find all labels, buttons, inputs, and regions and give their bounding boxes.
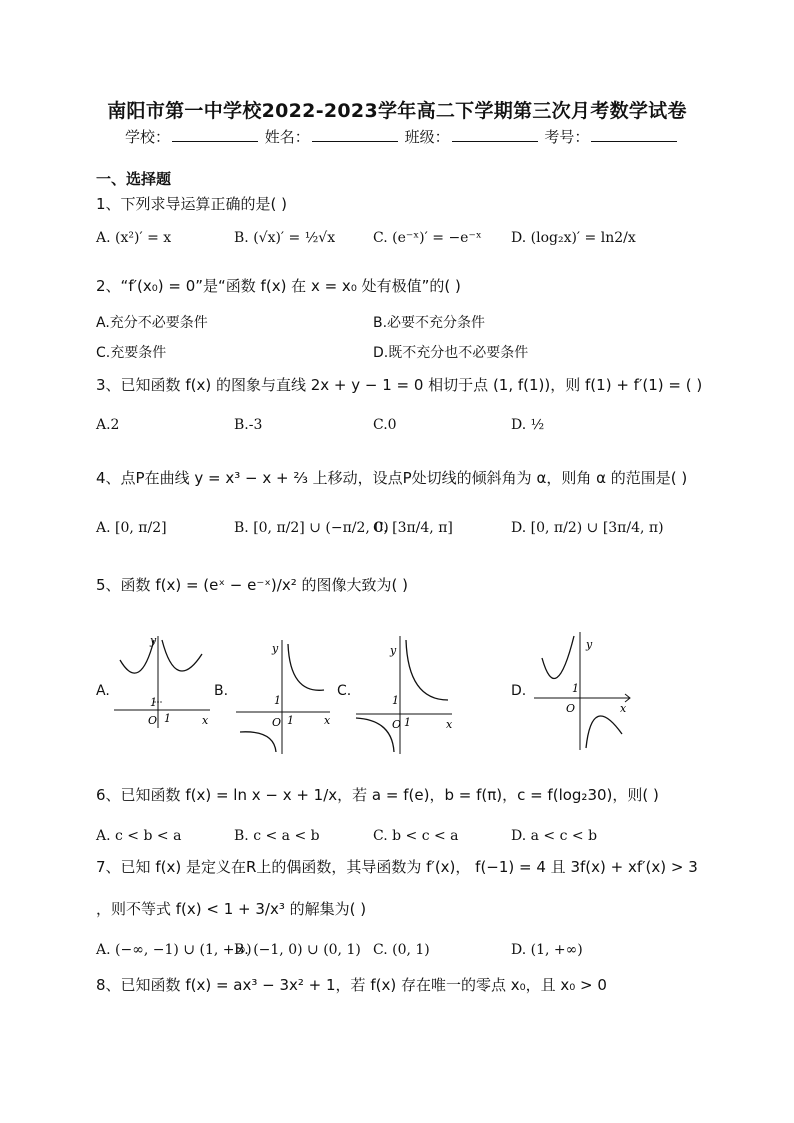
graph-a-y-label: y [150, 634, 157, 647]
graph-a-one-y-label: 1 [150, 696, 157, 709]
graph-b-left-branch [240, 732, 276, 752]
question-3-stem: 3、已知函数 f(x) 的图象与直线 2x + y − 1 = 0 相切于点 (1, f(1))，则 f(1) + f′(1) = ( ) [96, 376, 703, 394]
question-6-option-b[interactable]: B. c < a < b [234, 828, 320, 844]
question-5-option-b[interactable]: B. [214, 683, 229, 699]
student-info-line [125, 126, 679, 147]
question-5-option-d[interactable]: D. [511, 683, 527, 699]
question-3-option-b[interactable]: B.-3 [234, 417, 263, 433]
question-1-option-a[interactable]: A. (x²)′ = x [96, 230, 172, 246]
question-3-option-d[interactable]: D. ½ [511, 417, 545, 433]
svg-text:y: y [272, 642, 279, 655]
question-6-option-c[interactable]: C. b < c < a [373, 828, 459, 844]
question-6-option-d[interactable]: D. a < c < b [511, 828, 598, 844]
question-2-option-b[interactable]: B.必要不充分条件 [373, 315, 486, 331]
question-7-option-a[interactable]: A. (−∞, −1) ∪ (1, +∞) [96, 942, 252, 958]
svg-text:x: x [324, 714, 331, 727]
question-6-stem: 6、已知函数 f(x) = ln x − x + 1/x，若 a = f(e)，b = f(π)，c = f(log₂30)，则( ) [96, 786, 659, 804]
svg-text:O: O [272, 716, 282, 729]
exam-title: 南阳市第一中学校2022-2023学年高二下学期第三次月考数学试卷 [107, 100, 687, 122]
svg-text:O: O [392, 718, 402, 731]
question-3-option-a[interactable]: A.2 [96, 417, 120, 433]
name-label: 姓名： [264, 128, 310, 146]
question-6-option-a[interactable]: A. c < b < a [96, 828, 182, 844]
name-blank[interactable] [312, 127, 398, 142]
graph-a-one-label: 1 [164, 712, 171, 725]
question-2-option-d[interactable]: D.既不充分也不必要条件 [373, 345, 529, 361]
graph-d-left-branch [542, 636, 574, 678]
graph-a-right-branch [162, 640, 202, 671]
svg-text:1: 1 [404, 716, 411, 729]
question-1-option-d[interactable]: D. (log₂x)′ = ln2/x [511, 230, 636, 246]
svg-text:1: 1 [392, 694, 399, 707]
question-4-option-b[interactable]: B. [0, π/2] ∪ (−π/2, 0) [234, 520, 389, 536]
svg-text:y: y [390, 644, 397, 657]
question-7-stem-continued: ，则不等式 f(x) < 1 + 3/x³ 的解集为( ) [96, 900, 367, 918]
question-4-option-d[interactable]: D. [0, π/2) ∪ [3π/4, π) [511, 520, 664, 536]
svg-text:1: 1 [287, 714, 294, 727]
question-2-stem: 2、“f′(x₀) = 0”是“函数 f(x) 在 x = x₀ 处有极值”的( ) [96, 277, 461, 295]
svg-text:1: 1 [572, 682, 579, 695]
school-label: 学校： [125, 128, 171, 146]
graph-a [110, 632, 215, 732]
section-title: 一、选择题 [96, 170, 172, 188]
question-5-stem: 5、函数 f(x) = (eˣ − e⁻ˣ)/x² 的图像大致为( ) [96, 576, 408, 594]
question-4-stem: 4、点P在曲线 y = x³ − x + ⅔ 上移动，设点P处切线的倾斜角为 α，则角 α 的范围是( ) [96, 469, 688, 487]
question-7-option-b[interactable]: B. (−1, 0) ∪ (0, 1) [234, 942, 361, 958]
question-5-option-c[interactable]: C. [337, 683, 352, 699]
svg-text:1: 1 [274, 694, 281, 707]
question-7-stem: 7、已知 f(x) 是定义在R上的偶函数，其导函数为 f′(x)， f(−1) = 4 且 3f(x) + xf′(x) > 3 [96, 858, 698, 876]
graph-c-left-branch [356, 718, 394, 752]
question-7-option-c[interactable]: C. (0, 1) [373, 942, 430, 958]
question-8-stem: 8、已知函数 f(x) = ax³ − 3x² + 1，若 f(x) 存在唯一的零点 x₀，且 x₀ > 0 [96, 976, 607, 994]
question-4-option-a[interactable]: A. [0, π/2] [96, 520, 167, 536]
graph-a-origin-label: O [148, 714, 158, 727]
svg-text:O: O [566, 702, 576, 715]
graph-a-left-branch [120, 640, 154, 673]
graph-c-right-branch [406, 640, 448, 700]
graph-b-right-branch [288, 644, 324, 690]
school-blank[interactable] [172, 127, 258, 142]
graph-d-right-branch [586, 716, 622, 748]
class-blank[interactable] [452, 127, 538, 142]
question-2-option-a[interactable]: A.充分不必要条件 [96, 315, 208, 331]
svg-text:x: x [620, 702, 627, 715]
question-1-option-c[interactable]: C. (e⁻ˣ)′ = −e⁻ˣ [373, 230, 482, 246]
question-7-option-d[interactable]: D. (1, +∞) [511, 942, 583, 958]
class-label: 班级： [404, 128, 450, 146]
question-4-option-c[interactable]: C. [3π/4, π] [373, 520, 453, 536]
question-3-option-c[interactable]: C.0 [373, 417, 397, 433]
svg-text:x: x [446, 718, 453, 731]
exam-number-blank[interactable] [591, 127, 677, 142]
question-1-stem: 1、下列求导运算正确的是( ) [96, 195, 288, 213]
svg-text:y: y [586, 638, 593, 651]
question-5-option-a[interactable]: A. [96, 683, 110, 699]
graph-a-x-label: x [202, 714, 209, 727]
graph-c [352, 632, 457, 756]
graph-d [530, 628, 642, 752]
graph-b [232, 636, 337, 756]
exam-number-label: 考号： [544, 128, 590, 146]
question-2-option-c[interactable]: C.充要条件 [96, 345, 167, 361]
question-1-option-b[interactable]: B. (√x)′ = ½√x [234, 230, 336, 246]
